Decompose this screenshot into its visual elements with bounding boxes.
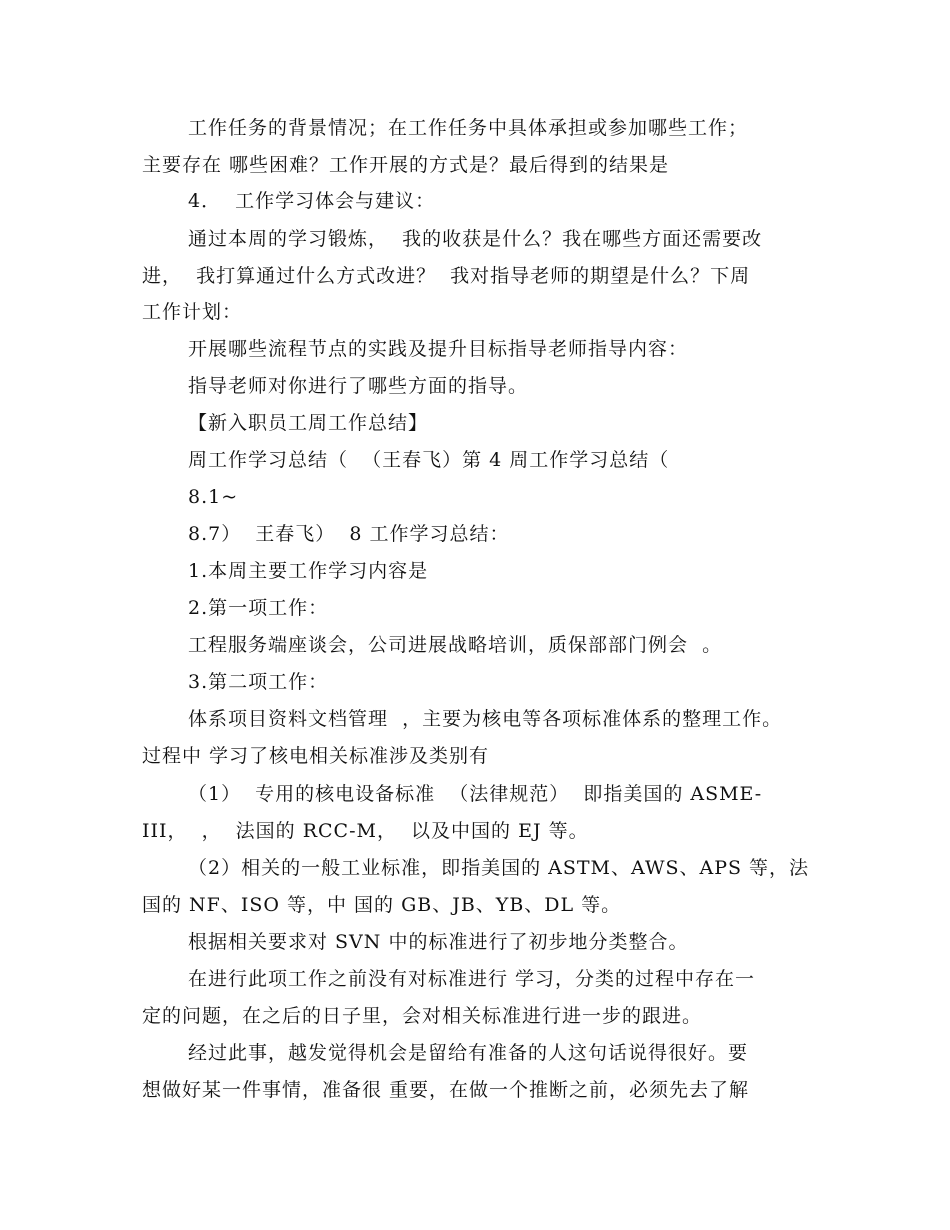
paragraph-line: 根据相关要求对 SVN 中的标准进行了初步地分类整合。 [188,931,689,953]
paragraph-line: 周工作学习总结（ （王春飞）第 4 周工作学习总结（ [188,449,670,471]
paragraph-line: 主要存在 哪些困难？工作开展的方式是？最后得到的结果是 [142,154,670,176]
paragraph-line: 体系项目资料文档管理 ，主要为核电等各项标准体系的整理工作。 [188,708,783,730]
paragraph-line: 过程中 学习了核电相关标准涉及类别有 [142,745,490,767]
paragraph-line: 指导老师对你进行了哪些方面的指导。 [188,375,529,397]
paragraph-line: 工程服务端座谈会，公司进展战略培训，质保部部门例会 。 [188,634,723,656]
paragraph-line: 定的问题，在之后的日子里，会对相关标准进行进一步的跟进。 [142,1005,703,1027]
paragraph-line: 8.7） 王春飞） 8 工作学习总结： [188,523,510,545]
list-item: 1.本周主要工作学习内容是 [188,560,429,582]
section-heading: 4． 工作学习体会与建议： [188,190,436,212]
paragraph-line: III， ， 法国的 RCC-M， 以及中国的 EJ 等。 [142,820,589,842]
paragraph-line: （1） 专用的核电设备标准 （法律规范） 即指美国的 ASME- [188,783,763,805]
section-title: 【新入职员工周工作总结】 [188,412,429,434]
paragraph-line: 经过此事，越发觉得机会是留给有准备的人这句话说得很好。要 [188,1042,749,1064]
list-item: 2.第一项工作： [188,597,329,619]
paragraph-line: 工作计划： [142,301,243,323]
paragraph-line: 进， 我打算通过什么方式改进？ 我对指导老师的期望是什么？下周 [142,265,751,287]
paragraph-line: 工作任务的背景情况；在工作任务中具体承担或参加哪些工作； [188,117,749,139]
list-item: 3.第二项工作： [188,671,329,693]
paragraph-line: （2）相关的一般工业标准，即指美国的 ASTM、AWS、APS 等，法 [188,857,810,879]
paragraph-line: 通过本周的学习锻炼， 我的收获是什么？我在哪些方面还需要改 [188,228,763,250]
paragraph-line: 国的 NF、ISO 等，中 国的 GB、JB、YB、DL 等。 [142,894,622,916]
paragraph-line: 8.1~ [188,486,239,508]
paragraph-line: 开展哪些流程节点的实践及提升目标指导老师指导内容： [188,338,689,360]
paragraph-line: 在进行此项工作之前没有对标准进行 学习，分类的过程中存在一 [188,968,756,990]
paragraph-line: 想做好某一件事情，准备很 重要，在做一个推断之前，必须先去了解 [142,1079,750,1101]
